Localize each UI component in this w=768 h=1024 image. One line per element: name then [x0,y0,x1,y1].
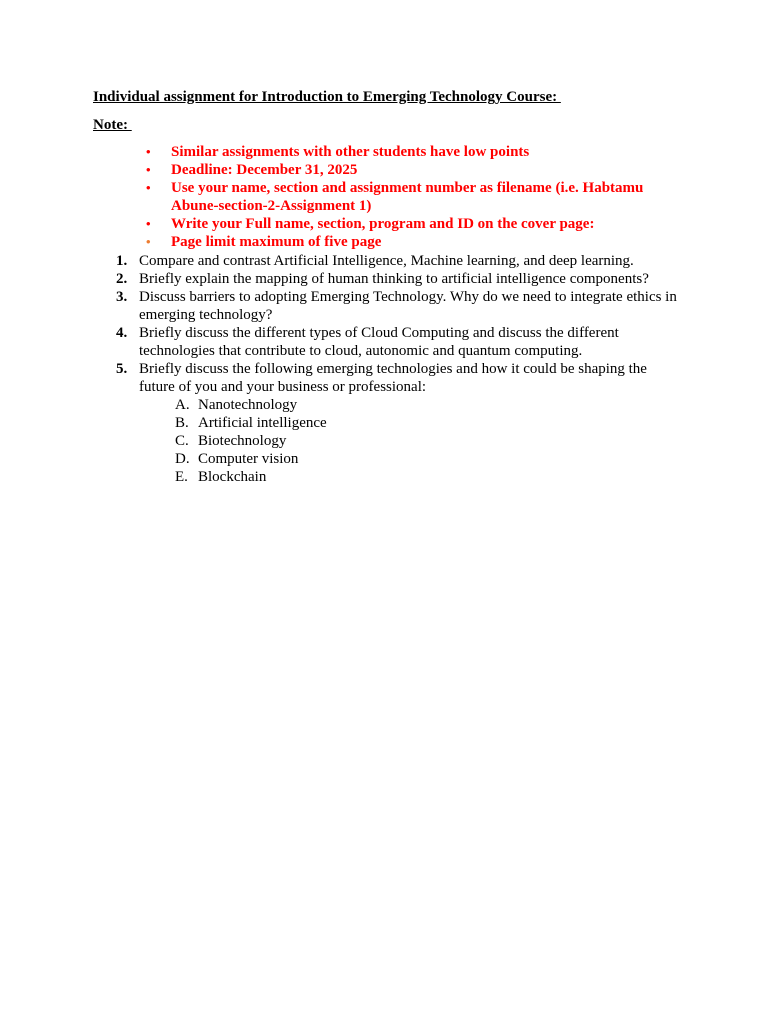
sublist-text: Nanotechnology [198,397,298,413]
question-item [93,288,683,324]
question-text: Briefly discuss the following emerging technologies and how it could be shaping the future of you and your business or professional: [139,361,647,395]
question-item [93,270,683,288]
question-number: 4. [116,325,128,341]
question-item [93,360,683,486]
note-text: Deadline: December 31, 2025 [171,162,358,178]
sublist-letter: D. [175,451,190,467]
sublist-item [175,468,683,486]
notes-list [146,143,686,251]
question-number: 2. [116,271,128,287]
note-item [146,215,686,233]
question-item [93,324,683,360]
question-number: 1. [116,253,128,269]
sublist-letter: B. [175,415,189,431]
question-item [93,252,683,270]
note-text: Use your name, section and assignment number as filename (i.e. Habtamu Abune-section-2-Assignment 1) [171,180,644,214]
question-text: Compare and contrast Artificial Intelligence, Machine learning, and deep learning. [139,253,634,269]
assignment-title: Individual assignment for Introduction to Emerging Technology Course: [93,89,561,105]
sublist-text: Artificial intelligence [198,415,327,431]
note-text: Page limit maximum of five page [171,234,382,250]
note-text: Similar assignments with other students have low points [171,144,530,160]
sublist-text: Biotechnology [198,433,287,449]
note-item [146,143,686,161]
sublist-item [175,396,683,414]
technology-sublist [175,396,683,486]
bullet-icon: • [146,180,151,195]
sublist-letter: C. [175,433,189,449]
note-label: Note: [93,117,132,133]
question-text: Briefly explain the mapping of human thinking to artificial intelligence components? [139,271,649,287]
sublist-item [175,432,683,450]
bullet-icon: • [146,144,151,159]
sublist-letter: A. [175,397,190,413]
sublist-item [175,414,683,432]
note-item [146,233,686,251]
note-item [146,161,686,179]
bullet-icon: • [146,216,151,231]
bullet-icon: • [146,234,151,249]
bullet-icon: • [146,162,151,177]
questions-list [93,252,683,486]
sublist-text: Computer vision [198,451,299,467]
question-text: Briefly discuss the different types of Cloud Computing and discuss the different technologies that contribute to cloud, autonomic and quantum computing. [139,325,619,359]
sublist-item [175,450,683,468]
sublist-letter: E. [175,469,188,485]
note-text: Write your Full name, section, program and ID on the cover page: [171,216,595,232]
question-number: 5. [116,361,128,377]
note-item [146,179,686,215]
question-text: Discuss barriers to adopting Emerging Technology. Why do we need to integrate ethics in emerging technology? [139,289,677,323]
question-number: 3. [116,289,128,305]
sublist-text: Blockchain [198,469,267,485]
